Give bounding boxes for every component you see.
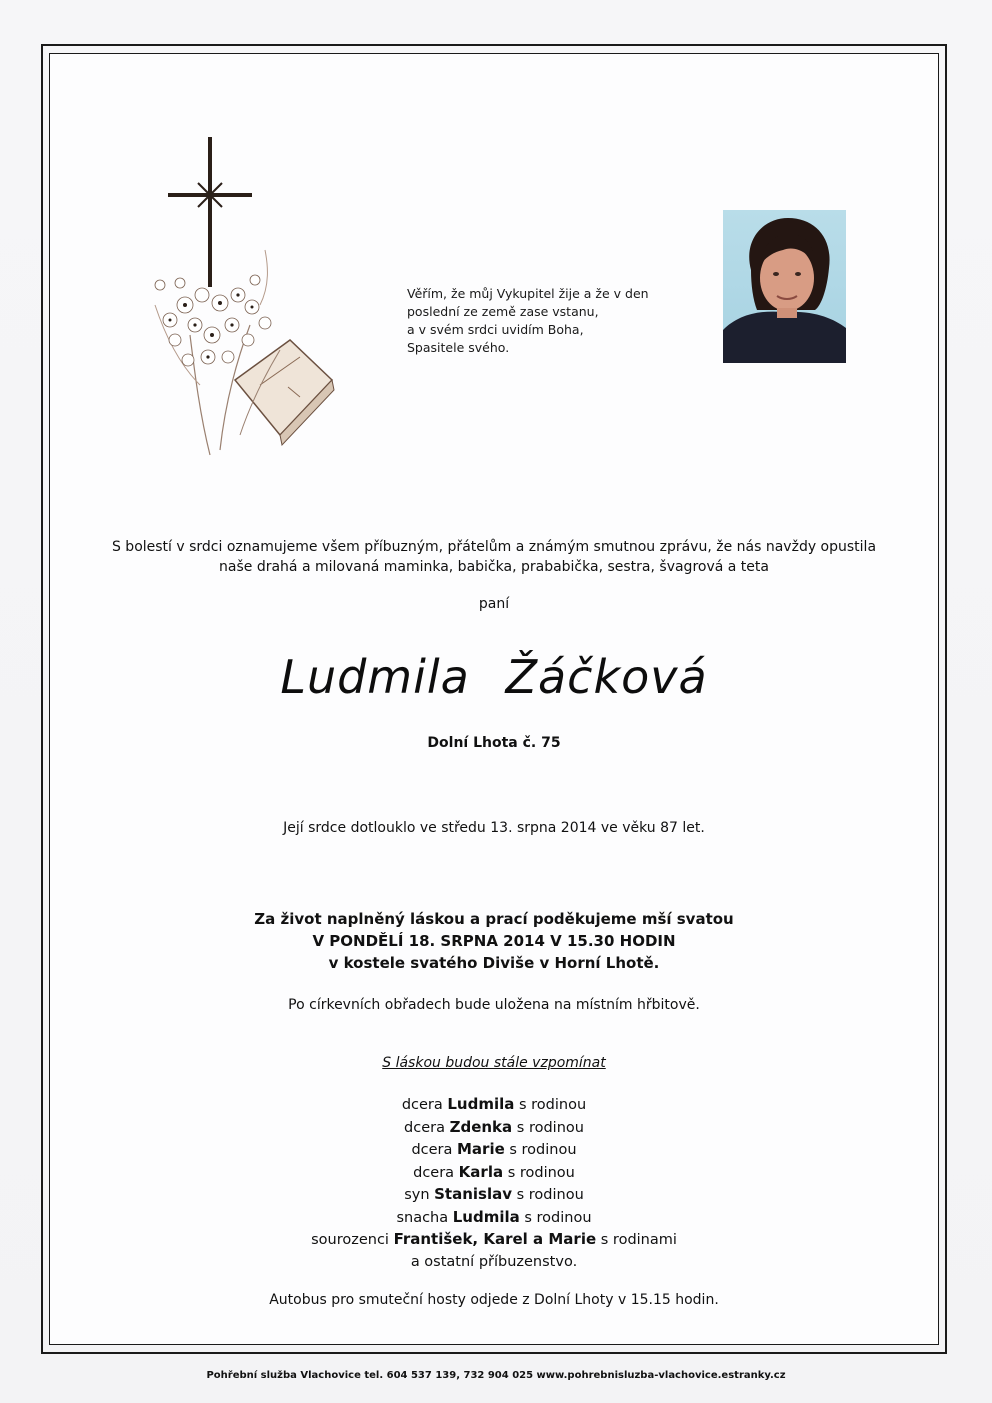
funeral-line: V PONDĚLÍ 18. SRPNA 2014 V 15.30 HODIN [312,932,676,950]
mourner-relation: dcera [401,1097,443,1113]
mourner-name: Marie [457,1140,505,1158]
announcement [49,537,939,577]
list-item [49,1184,939,1207]
list-item [49,1229,939,1252]
mourner-relation: dcera [404,1119,445,1136]
funeral-line: Za život naplněný láskou a prací poděkujeme mší svatou [254,910,734,928]
bible-verse [407,285,697,357]
mourners-title: S láskou budou stále vzpomínat [382,1055,606,1071]
announcement-line: S bolestí v srdci oznamujeme všem příbuzným, přátelům a známým smutnou zprávu, že nás navždy opustila [111,539,877,555]
mourner-name: Ludmila [452,1207,520,1226]
verse-line: a v svém srdci uvidím Boha, [407,322,584,337]
mourner-suffix: s rodinou [524,1209,592,1226]
portrait-photo [723,210,846,363]
mourners-list [49,1094,939,1273]
last-name: Žáčková [505,650,708,704]
mourner-suffix: s rodinami [600,1232,677,1248]
verse-line: poslední ze země zase vstanu, [407,304,599,319]
deceased-name [49,650,939,704]
cross-flowers-decoration [140,135,340,465]
mourner-suffix: s rodinou [516,1119,584,1136]
mourner-suffix: s rodinou [519,1097,587,1113]
first-name: Ludmila [280,650,470,704]
list-item: a ostatní příbuzenstvo. [410,1253,578,1270]
mourner-suffix: s rodinou [507,1164,575,1181]
list-item [49,1162,939,1185]
mourner-name: Ludmila [447,1095,515,1113]
mourner-relation: snacha [396,1209,449,1226]
mourner-relation: dcera [411,1142,453,1158]
bible-book-icon [235,340,334,445]
mourner-name: Stanislav [434,1185,513,1203]
funeral-details [49,908,939,974]
list-item [49,1139,939,1162]
death-statement: Její srdce dotlouklo ve středu 13. srpna 2014 ve věku 87 let. [283,820,705,836]
mourner-relation: sourozenci [311,1232,389,1248]
mourner-name: Karla [458,1162,504,1181]
announcement-line: naše drahá a milovaná maminka, babička, prababička, sestra, švagrová a teta [219,559,769,575]
funeral-line: v kostele svatého Diviše v Horní Lhotě. [328,954,660,972]
cross-icon [168,137,252,287]
mourner-relation: dcera [413,1164,455,1181]
bus-notice: Autobus pro smuteční hosty odjede z Dolní Lhoty v 15.15 hodin. [269,1292,719,1308]
burial-notice: Po církevních obřadech bude uložena na místním hřbitově. [288,997,700,1013]
list-item [49,1094,939,1117]
mourner-name: František, Karel a Marie [393,1230,597,1248]
flower-bouquet-icon [155,250,280,455]
mourner-relation: syn [404,1187,430,1203]
list-item [49,1207,939,1230]
mourner-suffix: s rodinou [509,1142,577,1158]
verse-line: Věřím, že můj Vykupitel žije a že v den [407,286,649,301]
funeral-service-footer: Pohřební služba Vlachovice tel. 604 537 139, 732 904 025 www.pohrebnisluzba-vlachovice.estranky.cz [206,1370,786,1381]
mourner-name: Zdenka [449,1117,513,1136]
honorific: paní [478,596,510,612]
verse-line: Spasitele svého. [407,340,510,355]
list-item [49,1117,939,1140]
mourner-suffix: s rodinou [516,1187,584,1203]
deceased-address: Dolní Lhota č. 75 [427,735,561,751]
